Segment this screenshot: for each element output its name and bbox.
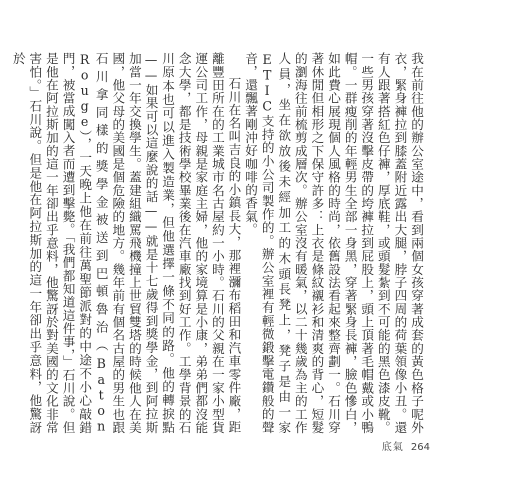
running-footer-section: 底氣	[381, 442, 404, 453]
paragraph-1: 我在前往他的辦公室途中，看到兩個女孩穿著成套的黃色格子呢外衣，緊身褲拉到膝蓋附近露出大腿，脖子四周的荷葉領像小丑。還有人跟著搭紅色仔褲，厚底鞋，或頭髮紮到不可能的黑色漆皮靴。一些男孩穿著沒擊皮帶的垮褲拉到屁股上，頭上頂著毛帽戴或小鴨帽。一群瘦削的年輕男生全部一身黑，穿著緊身長褲，臉色慘白，如此費心展現個人風格的時尚，依舊設法看起來整齊劃一。石川穿著休閒但相形之下保守許多：上衣是條紋襯衫和清爽的背心，短髮的瀏海往前梳剪成層次。辦公室沒有暖氣，以二十幾歲為主的工作人員，坐在欲放後未經加工的木頭長凳上，凳子是由一家ETIC支持的小公司製作的。辦公室裡有輕微鍛擊電鑽般的聲音，還飄著剛沖好咖啡的香氣。	[243, 52, 424, 434]
vertical-text-body	[10, 52, 424, 434]
paragraph-2: 石川在名叫吉良的小鎮長大，那裡瀰布稻田和汽車零件廠，距離豐田所在的工業城市名古屋約一小時。石川的父親在一家小型貨運公司工作，母親是家庭主婦，他的家境算是小康，弟弟們都沒能念大學，都是技術學校畢業後在汽車廠找到好工作。工學背景的石川原本也可以進入製造業，但他選擇一條不同的路。他的轉捩點——如果可以這麼說的話——就是十七歲得到獎學金，到阿拉斯加當一年交換學生。蓋建組織罵飛機撞上世貿雙塔的時候他人在美國，他父母的美國是個危險的地方。幾年前有個名古屋的男生也跟石川拿同樣的獎學金被送到巴頓魯治（Baton Rouge），一天晚上他在前往萬聖節派對的中途不小心敲錯門，被當成闖入者而遭到擊斃。「我們都知道這件事，」石川說。但是他在阿拉斯加的這一年卻出乎意料，他驚訝於對美國的文化非常害怕。」石川說。但是他在阿拉斯加的這一年卻出乎意料，他驚訝於	[10, 52, 242, 434]
page-footer	[340, 440, 430, 456]
page-number: 264	[410, 442, 430, 453]
